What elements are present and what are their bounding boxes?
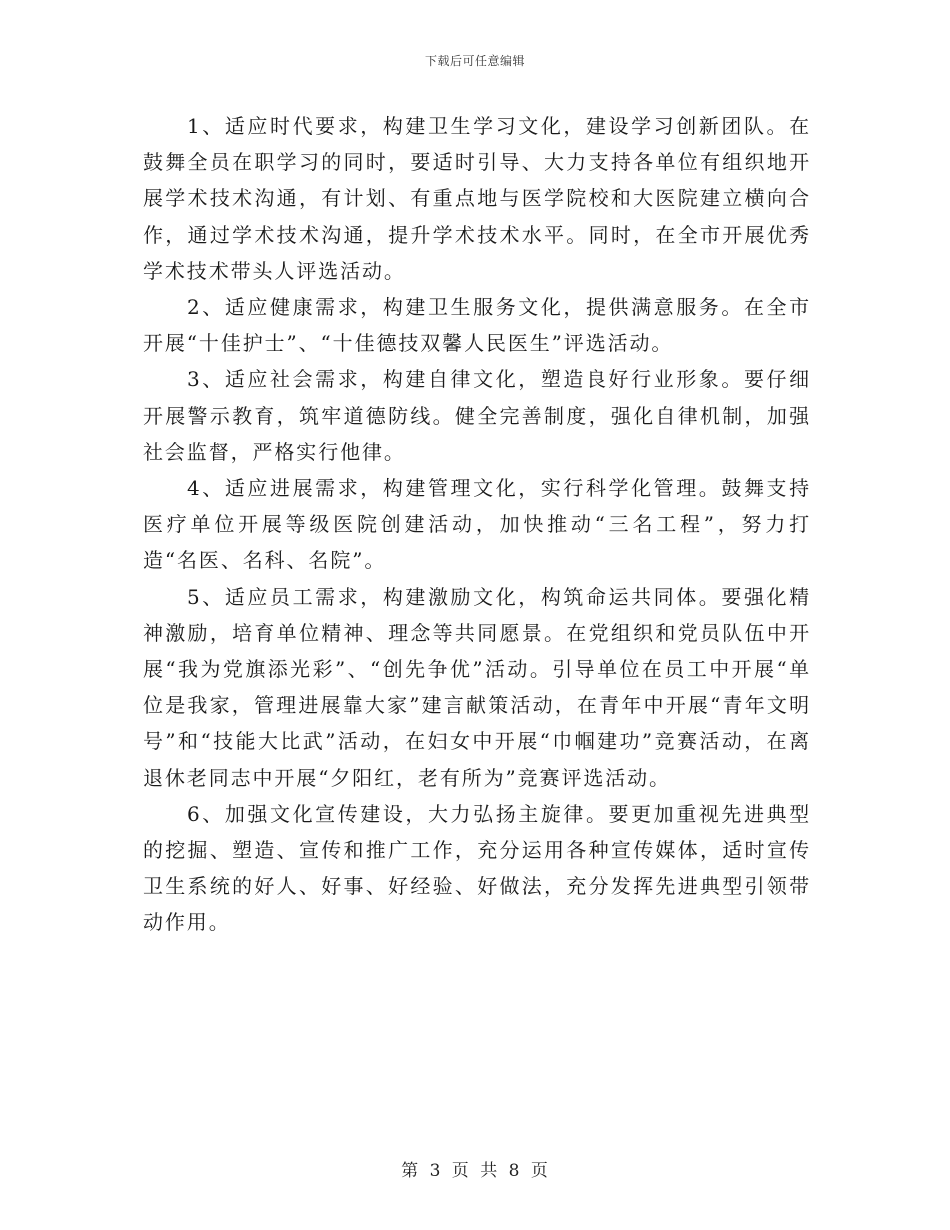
paragraph-5: 5、适应员工需求，构建激励文化，构筑命运共同体。要强化精神激励，培育单位精神、理念等共同愿景。在党组织和党员队伍中开展“我为党旗添光彩”、“创先争优”活动。引导单位在员工中开展“单位是我家，管理进展靠大家”建言献策活动，在青年中开展“青年文明号”和“技能大比武”活动，在妇女中开展“巾帼建功”竞赛活动，在离退休老同志中开展“夕阳红，老有所为”竞赛评选活动。 <box>143 584 811 790</box>
paragraph-1: 1、适应时代要求，构建卫生学习文化，建设学习创新团队。在鼓舞全员在职学习的同时，要适时引导、大力支持各单位有组织地开展学术技术沟通，有计划、有重点地与医学院校和大医院建立横向合作，通过学术技术沟通，提升学术技术水平。同时，在全市开展优秀学术技术带头人评选活动。 <box>143 114 811 283</box>
document-body <box>143 108 811 941</box>
paragraph-6: 6、加强文化宣传建设，大力弘扬主旋律。要更加重视先进典型的挖掘、塑造、宣传和推广工作，充分运用各种宣传媒体，适时宣传卫生系统的好人、好事、好经验、好做法，充分发挥先进典型引领带动作用。 <box>143 801 811 935</box>
page-header: 下载后可任意编辑 <box>424 54 525 68</box>
paragraph-4: 4、适应进展需求，构建管理文化，实行科学化管理。鼓舞支持医疗单位开展等级医院创建活动，加快推动“三名工程”，努力打造“名医、名科、名院”。 <box>143 476 811 573</box>
page-number: 第 3 页 共 8 页 <box>401 1161 549 1181</box>
paragraph-3: 3、适应社会需求，构建自律文化，塑造良好行业形象。要仔细开展警示教育，筑牢道德防线。健全完善制度，强化自律机制，加强社会监督，严格实行他律。 <box>143 367 811 464</box>
paragraph-2: 2、适应健康需求，构建卫生服务文化，提供满意服务。在全市开展“十佳护士”、“十佳德技双馨人民医生”评选活动。 <box>143 295 811 356</box>
